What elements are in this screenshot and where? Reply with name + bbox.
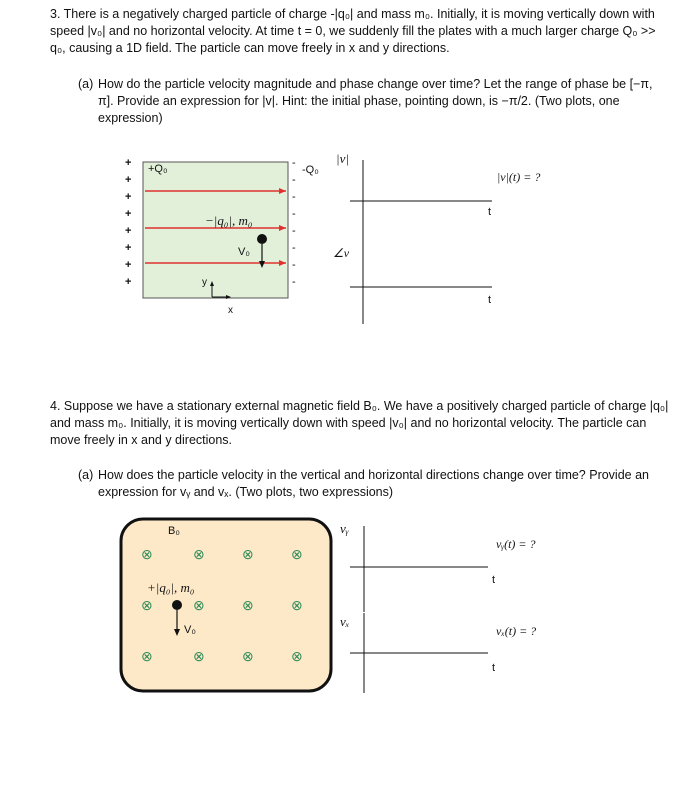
into-page-icon: ⊗ <box>193 546 205 562</box>
plus-sign-7: + <box>125 259 132 271</box>
question-4a-label: (a) <box>78 468 94 482</box>
plus-sign-2: + <box>125 174 132 186</box>
into-page-icon: ⊗ <box>242 546 254 562</box>
into-page-icon: ⊗ <box>291 546 303 562</box>
minus-sign-4: - <box>292 208 296 220</box>
minus-sign-2: - <box>292 174 296 186</box>
minus-sign-3: - <box>292 191 296 203</box>
minus-sign-8: - <box>292 276 296 288</box>
q3-plot2-ylabel: ∠v <box>333 246 350 260</box>
plus-sign-3: + <box>125 191 132 203</box>
magnetic-field-label: B₀ <box>168 525 180 537</box>
plus-sign-6: + <box>125 242 132 254</box>
plus-sign-4: + <box>125 208 132 220</box>
q3-plot1-ylabel: |v| <box>336 151 349 166</box>
into-page-icon: ⊗ <box>193 597 205 613</box>
minus-sign-5: - <box>292 225 296 237</box>
q3-axis-y-label: y <box>202 277 207 288</box>
q3-plot2-xlabel: t <box>488 294 492 306</box>
plus-sign-8: + <box>125 276 132 288</box>
q4-velocity-label: V₀ <box>184 624 196 636</box>
minus-sign-6: - <box>292 242 296 254</box>
q4-plot1-ylabel: vᵧ <box>340 521 349 536</box>
q3-plot1-expression: |v|(t) = ? <box>497 170 541 184</box>
into-page-icon: ⊗ <box>291 597 303 613</box>
into-page-icon: ⊗ <box>193 648 205 664</box>
minus-sign-7: - <box>292 259 296 271</box>
question-3a-label: (a) <box>78 77 94 91</box>
into-page-icon: ⊗ <box>291 648 303 664</box>
q4-plot2-expression: vₓ(t) = ? <box>496 624 537 638</box>
minus-sign-1: - <box>292 157 296 169</box>
question-4a-text: How does the particle velocity in the vertical and horizontal directions change over time? Provide an expression for vᵧ and vₓ. (Two plots, two expressions) <box>98 468 649 499</box>
into-page-icon: ⊗ <box>242 597 254 613</box>
into-page-icon: ⊗ <box>141 546 153 562</box>
q4-particle <box>172 600 182 610</box>
plate-negative-label: -Q₀ <box>302 164 319 176</box>
q3-axis-x-label: x <box>228 305 233 316</box>
q4-particle-label: +|q₀|, m₀ <box>147 580 195 595</box>
question-4-text: 4. Suppose we have a stationary external magnetic field B₀. We have a positively charged particle of charge |q₀| and mass m₀. Initially, it is moving vertically down with speed |v₀| and no horizontal velocity. The particle can move freely in x and y directions. <box>50 399 669 447</box>
q4-plot2-ylabel: vₓ <box>340 614 350 629</box>
q4-plot2-xlabel: t <box>492 662 496 674</box>
q4-plot1-expression: vᵧ(t) = ? <box>496 537 536 551</box>
into-page-icon: ⊗ <box>242 648 254 664</box>
question-3a-text: How do the particle velocity magnitude and phase change over time? Let the range of phase be [−π, π]. Provide an expression for |v|. Hint: the initial phase, pointing down, is −π/2. (Two plots, one expression) <box>98 77 653 125</box>
q3-velocity-label: V₀ <box>238 246 250 258</box>
into-page-icon: ⊗ <box>141 597 153 613</box>
plus-sign-5: + <box>125 225 132 237</box>
plate-positive-label: +Q₀ <box>148 163 168 175</box>
q3-plot1-xlabel: t <box>488 206 492 218</box>
q4-plot1-xlabel: t <box>492 574 496 586</box>
into-page-icon: ⊗ <box>141 648 153 664</box>
q3-particle-label: −|q₀|, m₀ <box>205 213 253 228</box>
question-3-text: 3. There is a negatively charged particle of charge -|q₀| and mass m₀. Initially, it is moving vertically down with speed |v₀| and no horizontal velocity. At time t = 0, we suddenly fill the plates with a much larger charge Q₀ >> q₀, causing a 1D field. The particle can move freely in x and y directions. <box>50 7 656 55</box>
plus-sign-1: + <box>125 157 132 169</box>
